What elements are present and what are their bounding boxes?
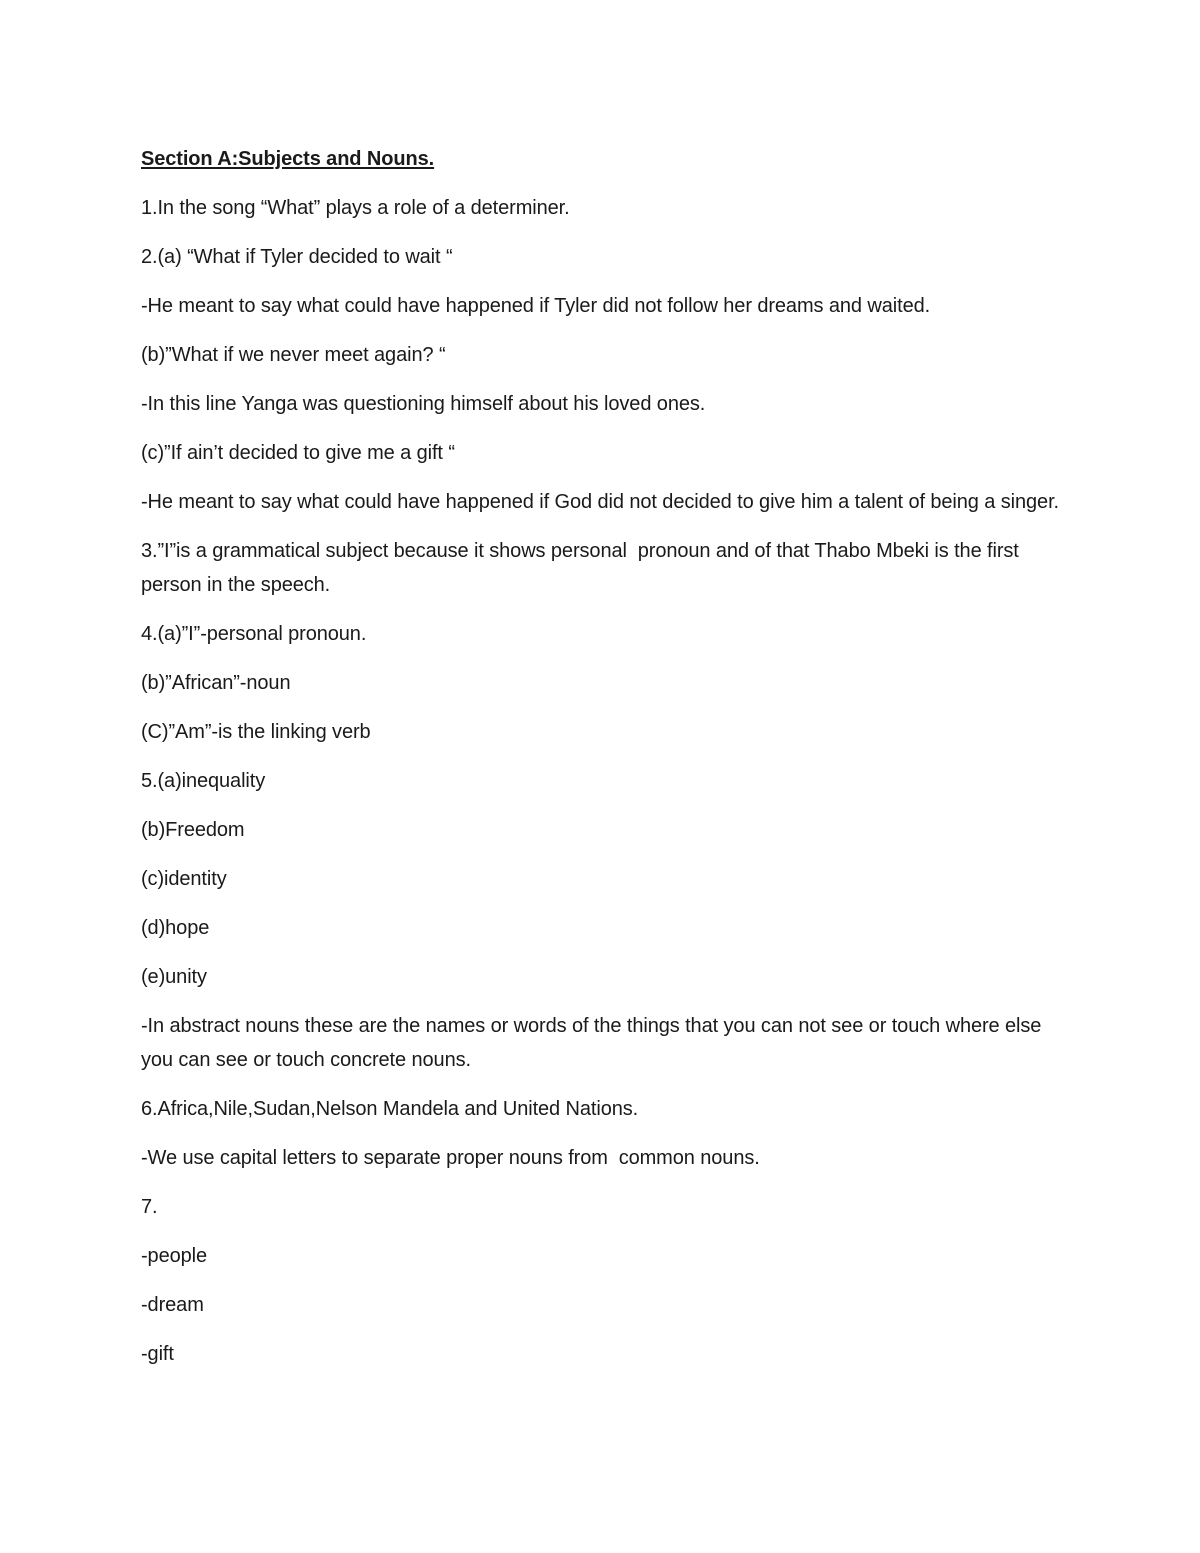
answer-line: 6.Africa,Nile,Sudan,Nelson Mandela and United Nations. (141, 1098, 639, 1120)
answer-line: -gift (141, 1343, 174, 1365)
answer-line: -dream (141, 1294, 204, 1316)
answer-line: (c)”If ain’t decided to give me a gift “ (141, 442, 455, 464)
answer-line: -In this line Yanga was questioning himself about his loved ones. (141, 393, 706, 415)
answer-line: (d)hope (141, 917, 210, 939)
answer-line: (c)identity (141, 868, 227, 890)
answer-line: -people (141, 1245, 208, 1267)
answer-line: 5.(a)inequality (141, 770, 266, 792)
answer-line: 3.”I”is a grammatical subject because it shows personal pronoun and of that Thabo Mbeki is the first person in the speech. (141, 540, 1025, 596)
answer-line: (e)unity (141, 966, 207, 988)
answer-line: -He meant to say what could have happened if God did not decided to give him a talent of being a singer. (141, 491, 1059, 513)
answer-line: 4.(a)”I”-personal pronoun. (141, 623, 367, 645)
answer-line: 7. (141, 1196, 158, 1218)
answer-line: -We use capital letters to separate proper nouns from common nouns. (141, 1147, 760, 1169)
answer-line: (b)”African”-noun (141, 672, 291, 694)
answer-line: 1.In the song “What” plays a role of a determiner. (141, 197, 570, 219)
answer-line: -In abstract nouns these are the names or words of the things that you can not see or touch where else you can see or touch concrete nouns. (141, 1015, 1047, 1071)
answer-line: -He meant to say what could have happened if Tyler did not follow her dreams and waited. (141, 295, 931, 317)
answer-line: 2.(a) “What if Tyler decided to wait “ (141, 246, 453, 268)
answer-line: (C)”Am”-is the linking verb (141, 721, 371, 743)
section-title: Section A:Subjects and Nouns. (141, 148, 435, 170)
document-body (141, 142, 1066, 1386)
answer-line: (b)”What if we never meet again? “ (141, 344, 446, 366)
answer-line: (b)Freedom (141, 819, 245, 841)
